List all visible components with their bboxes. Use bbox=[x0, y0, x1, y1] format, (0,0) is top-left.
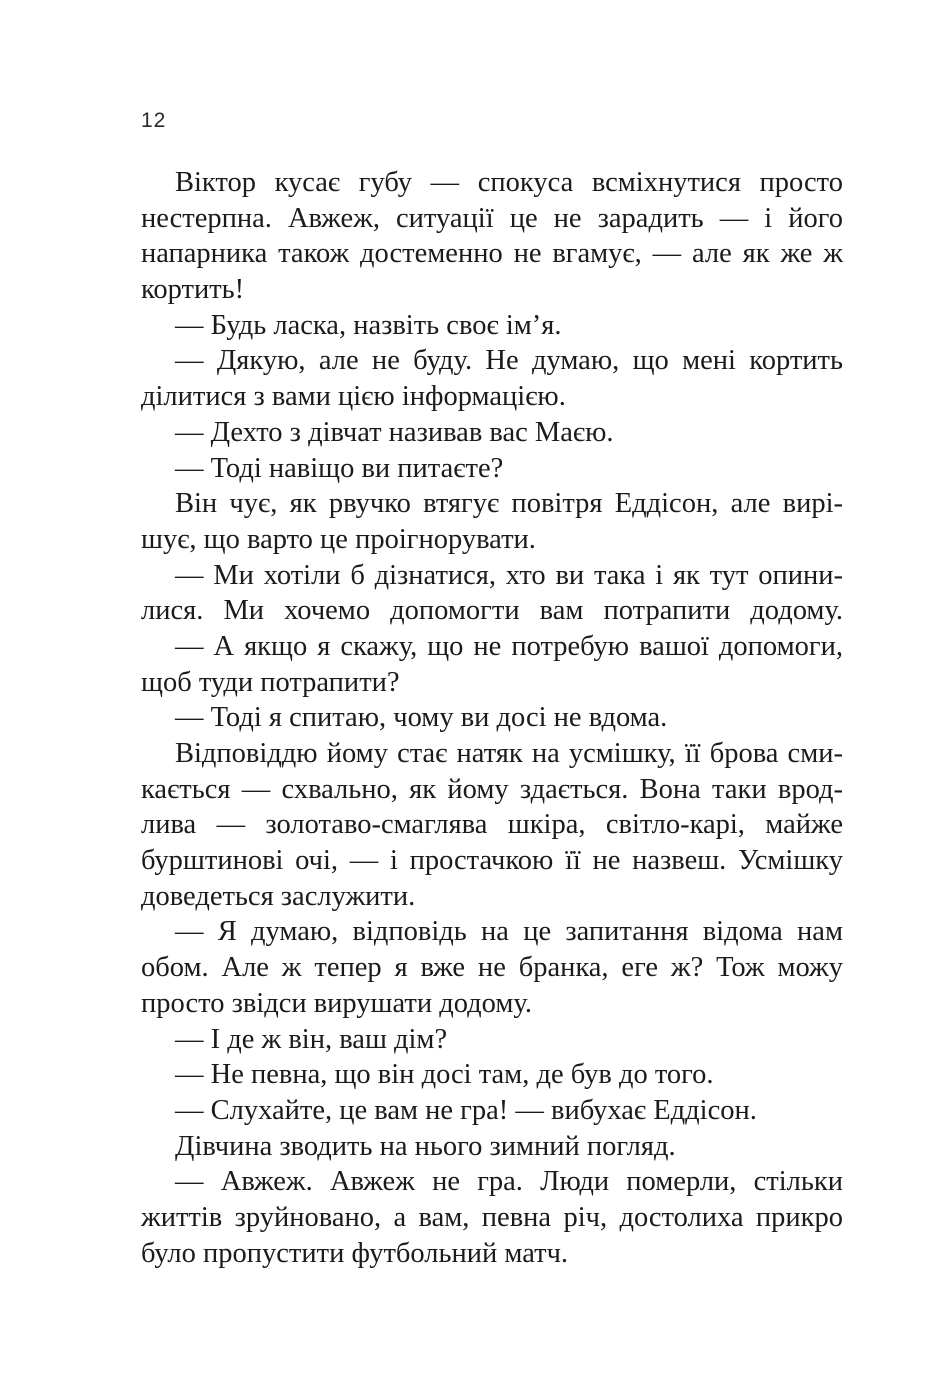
text-line: лива — золотаво-смаглява шкіра, світло-карі, майже bbox=[141, 809, 843, 841]
text-line: — І де ж він, ваш дім? bbox=[175, 1023, 448, 1055]
text-line: Він чує, як рвучко втягує повітря Еддісон, але вирі- bbox=[175, 488, 843, 520]
text-line: обом. Але ж тепер я вже не бранка, еге ж? Тож можу bbox=[141, 952, 843, 984]
text-line: — Ми хотіли б дізнатися, хто ви така і як тут опини- bbox=[175, 559, 843, 591]
body-text bbox=[141, 165, 843, 1271]
text-line: шує, що варто це проігнорувати. bbox=[141, 523, 536, 555]
text-line: кортить! bbox=[141, 274, 245, 306]
text-line: нестерпна. Авжеж, ситуації це не зарадить — і його bbox=[141, 202, 843, 234]
text-line: — Тоді я спитаю, чому ви досі не вдома. bbox=[175, 702, 668, 734]
page-number: 12 bbox=[141, 109, 167, 132]
text-line: — Авжеж. Авжеж не гра. Люди померли, стільки bbox=[175, 1166, 843, 1198]
text-line: було пропустити футбольний матч. bbox=[141, 1237, 569, 1269]
text-line: Відповіддю йому стає натяк на усмішку, її брова сми- bbox=[175, 738, 843, 769]
text-line: — А якщо я скажу, що не потребую вашої допомоги, bbox=[175, 630, 843, 662]
text-line: — Я думаю, відповідь на це запитання відома нам bbox=[175, 916, 843, 948]
text-line: напарника також достеменно не вгамує, — але як же ж bbox=[141, 238, 843, 270]
text-line: — Тоді навіщо ви питаєте? bbox=[175, 452, 504, 484]
text-line: життів зруйновано, а вам, певна річ, достолиха прикро bbox=[141, 1201, 843, 1233]
text-line: Віктор кусає губу — спокуса всміхнутися просто bbox=[175, 167, 843, 198]
text-line: доведеться заслужити. bbox=[141, 880, 416, 912]
text-line: просто звідси вирушати додому. bbox=[141, 987, 532, 1019]
text-line: щоб туди потрапити? bbox=[141, 666, 400, 698]
text-line: Дівчина зводить на нього зимний погляд. bbox=[175, 1130, 676, 1162]
text-line: — Будь ласка, назвіть своє ім’я. bbox=[175, 309, 562, 341]
text-line: — Не певна, що він досі там, де був до того. bbox=[175, 1059, 714, 1091]
text-line: кається — схвально, як йому здається. Вона таки врод- bbox=[141, 773, 843, 805]
text-line: ділитися з вами цією інформацією. bbox=[141, 381, 566, 413]
text-line: — Дехто з дівчат називав вас Маєю. bbox=[175, 416, 614, 448]
text-line: — Дякую, але не буду. Не думаю, що мені кортить bbox=[175, 345, 843, 377]
text-line: лися. Ми хочемо допомогти вам потрапити додому. bbox=[141, 595, 843, 627]
text-line: — Слухайте, це вам не гра! — вибухає Еддісон. bbox=[175, 1094, 757, 1126]
text-line: бурштинові очі, — і простачкою її не назвеш. Усмішку bbox=[141, 845, 843, 877]
